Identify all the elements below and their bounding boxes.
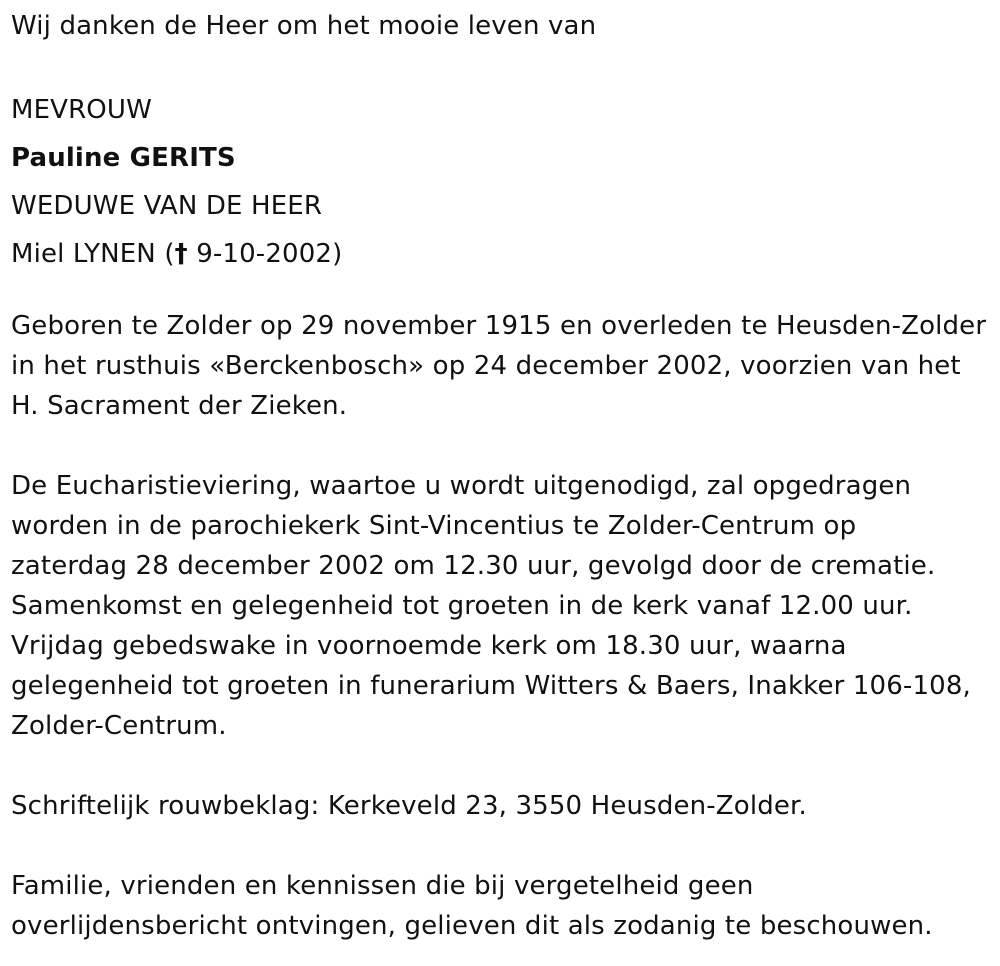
- cross-icon: †: [174, 239, 188, 269]
- paragraph-line: Zolder-Centrum.: [11, 711, 227, 741]
- paragraph-line: worden in de parochiekerk Sint-Vincentius te Zolder-Centrum op: [11, 511, 857, 541]
- deceased-name: Pauline GERITS: [11, 143, 236, 173]
- widow-label: WEDUWE VAN DE HEER: [11, 191, 323, 221]
- spacer: [11, 46, 996, 86]
- paragraph-line: gelegenheid tot groeten in funerarium Witters & Baers, Inakker 106-108,: [11, 671, 971, 701]
- paragraph-line: Familie, vrienden en kennissen die bij vergetelheid geen: [11, 871, 754, 901]
- paragraph-condolences: [11, 786, 996, 826]
- paragraph-line: H. Sacrament der Zieken.: [11, 391, 348, 421]
- paragraph-line: Vrijdag gebedswake in voornoemde kerk om 18.30 uur, waarna: [11, 631, 847, 661]
- spouse-death-date: 9-10-2002: [196, 239, 333, 269]
- close-paren: ): [332, 239, 343, 269]
- spacer: [11, 746, 996, 786]
- spacer: [11, 826, 996, 866]
- spacer: [11, 278, 996, 306]
- paragraph-line: Geboren te Zolder op 29 november 1915 en overleden te Heusden-Zolder: [11, 311, 987, 341]
- paragraph-line: zaterdag 28 december 2002 om 12.30 uur, gevolgd door de crematie.: [11, 551, 936, 581]
- paragraph-ceremony: [11, 466, 996, 746]
- name-block: [11, 86, 996, 278]
- paragraph-birth-death: [11, 306, 996, 426]
- paragraph-family-note: [11, 866, 996, 946]
- paragraph-line: De Eucharistieviering, waartoe u wordt uitgenodigd, zal opgedragen: [11, 471, 912, 501]
- spouse-name: Miel LYNEN: [11, 239, 156, 269]
- paragraph-line: Schriftelijk rouwbeklag: Kerkeveld 23, 3550 Heusden-Zolder.: [11, 791, 807, 821]
- death-notice: [11, 6, 996, 946]
- paragraph-line: overlijdensbericht ontvingen, gelieven dit als zodanig te beschouwen.: [11, 911, 933, 941]
- spouse-line: [11, 230, 996, 278]
- title-prefix: MEVROUW: [11, 95, 152, 125]
- intro-text: Wij danken de Heer om het mooie leven van: [11, 11, 597, 41]
- spacer: [11, 426, 996, 466]
- paragraph-line: in het rusthuis «Berckenbosch» op 24 december 2002, voorzien van het: [11, 351, 961, 381]
- paragraph-line: Samenkomst en gelegenheid tot groeten in de kerk vanaf 12.00 uur.: [11, 591, 913, 621]
- open-paren: (: [164, 239, 175, 269]
